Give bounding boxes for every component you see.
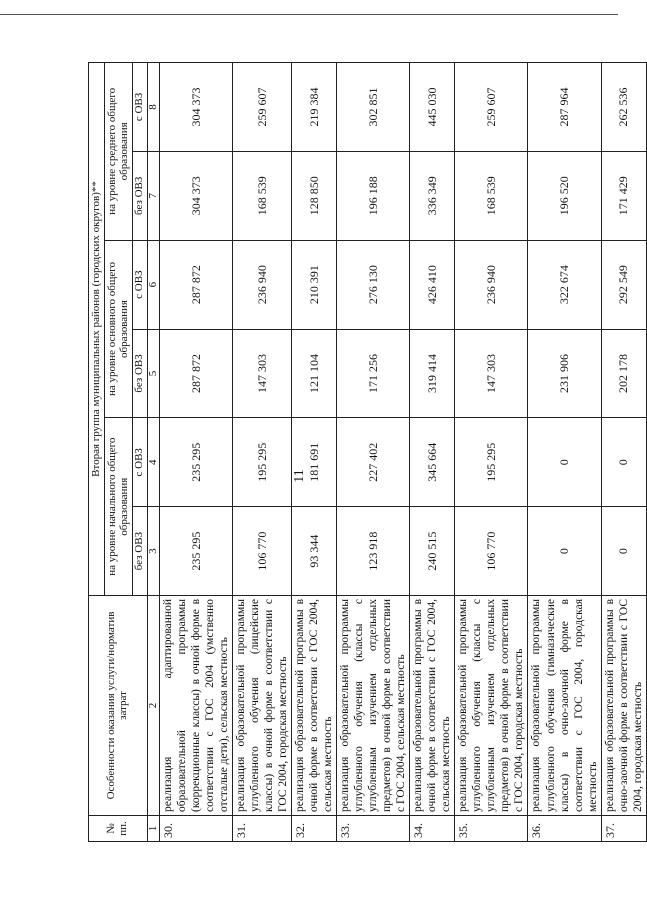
value-cell: 227 402 xyxy=(337,418,410,507)
header-features: Особенности оказания услуги/норматив затрат xyxy=(89,596,148,816)
column-index: 1 xyxy=(147,816,160,842)
value-cell: 171 429 xyxy=(601,151,646,240)
column-index: 7 xyxy=(147,151,160,240)
header-without-ovz: без ОВЗ xyxy=(133,151,148,240)
value-cell: 304 373 xyxy=(160,63,233,152)
value-cell: 93 344 xyxy=(292,507,337,596)
row-number: 37. xyxy=(601,816,646,842)
value-cell: 276 130 xyxy=(337,240,410,329)
value-cell: 236 940 xyxy=(455,240,528,329)
header-with-ovz: с ОВЗ xyxy=(133,418,148,507)
value-cell: 259 607 xyxy=(455,63,528,152)
value-cell: 181 691 xyxy=(292,418,337,507)
value-cell: 235 295 xyxy=(160,507,233,596)
table-row xyxy=(601,63,646,842)
value-cell: 292 549 xyxy=(601,240,646,329)
value-cell: 202 178 xyxy=(601,329,646,418)
value-cell: 0 xyxy=(601,507,646,596)
value-cell: 0 xyxy=(528,507,601,596)
row-number: 35. xyxy=(455,816,528,842)
top-rule xyxy=(0,14,618,15)
column-index: 5 xyxy=(147,329,160,418)
column-index: 6 xyxy=(147,240,160,329)
value-cell: 319 414 xyxy=(410,329,455,418)
table-row xyxy=(455,63,528,842)
table-row xyxy=(233,63,292,842)
column-index: 8 xyxy=(147,63,160,152)
header-with-ovz: с ОВЗ xyxy=(133,240,148,329)
value-cell: 210 391 xyxy=(292,240,337,329)
row-number: 32. xyxy=(292,816,337,842)
value-cell: 106 770 xyxy=(455,507,528,596)
row-description: реализация образовательной программы углубленного обучения (классы с углубленным изучением отдельных предметов) в очной форме в соответствии с ГОС 2004, сельская местность xyxy=(337,596,410,816)
value-cell: 121 104 xyxy=(292,329,337,418)
value-cell: 128 850 xyxy=(292,151,337,240)
column-index: 4 xyxy=(147,418,160,507)
column-index: 3 xyxy=(147,507,160,596)
row-description: реализация образовательной программы углубленного обучения (гимназические классы) в очно-заочной форме в соответствии с ГОС 2004, городская местность xyxy=(528,596,601,816)
value-cell: 304 373 xyxy=(160,151,233,240)
value-cell: 195 295 xyxy=(233,418,292,507)
value-cell: 240 515 xyxy=(410,507,455,596)
value-cell: 322 674 xyxy=(528,240,601,329)
value-cell: 302 851 xyxy=(337,63,410,152)
value-cell: 336 349 xyxy=(410,151,455,240)
row-number: 30. xyxy=(160,816,233,842)
value-cell: 445 030 xyxy=(410,63,455,152)
header-without-ovz: без ОВЗ xyxy=(133,329,148,418)
value-cell: 219 384 xyxy=(292,63,337,152)
table-row xyxy=(528,63,601,842)
value-cell: 231 906 xyxy=(528,329,601,418)
header-level-primary: на уровне начального общего образования xyxy=(105,418,133,596)
row-number: 31. xyxy=(233,816,292,842)
value-cell: 0 xyxy=(528,418,601,507)
value-cell: 426 410 xyxy=(410,240,455,329)
row-number: 34. xyxy=(410,816,455,842)
value-cell: 259 607 xyxy=(233,63,292,152)
row-number: 33. xyxy=(337,816,410,842)
value-cell: 147 303 xyxy=(233,329,292,418)
row-description: реализация образовательной программы в очной форме в соответствии с ГОС 2004, сельская местность xyxy=(292,596,337,816)
row-description: реализация образовательной программы в очно-заочной форме в соответствии с ГОС 2004, городская местность xyxy=(601,596,646,816)
value-cell: 123 918 xyxy=(337,507,410,596)
value-cell: 0 xyxy=(601,418,646,507)
value-cell: 168 539 xyxy=(233,151,292,240)
row-description: реализация образовательной программы в очной форме в соответствии с ГОС 2004, сельская местность xyxy=(410,596,455,816)
value-cell: 106 770 xyxy=(233,507,292,596)
value-cell: 236 940 xyxy=(233,240,292,329)
table-row xyxy=(292,63,337,842)
column-index: 2 xyxy=(147,596,160,816)
header-no: № пп. xyxy=(89,816,148,842)
header-with-ovz: с ОВЗ xyxy=(133,63,148,152)
row-number: 36. xyxy=(528,816,601,842)
value-cell: 147 303 xyxy=(455,329,528,418)
row-description: реализация образовательной программы углубленного обучения (классы с углубленным изучением отдельных предметов) в очной форме в соответствии с ГОС 2004, городская местность xyxy=(455,596,528,816)
cost-norms-table xyxy=(88,62,647,842)
header-level-basic: на уровне основного общего образования xyxy=(105,240,133,418)
value-cell: 287 872 xyxy=(160,240,233,329)
value-cell: 345 664 xyxy=(410,418,455,507)
cost-norms-table-wrapper xyxy=(88,62,644,842)
value-cell: 262 536 xyxy=(601,63,646,152)
page-number: 11 xyxy=(292,469,307,483)
header-level-secondary: на уровне среднего общего образования xyxy=(105,63,133,241)
value-cell: 168 539 xyxy=(455,151,528,240)
header-group: Вторая группа муниципальных районов (городских округов)** xyxy=(89,63,105,596)
value-cell: 171 256 xyxy=(337,329,410,418)
value-cell: 196 520 xyxy=(528,151,601,240)
value-cell: 195 295 xyxy=(455,418,528,507)
table-row xyxy=(337,63,410,842)
value-cell: 196 188 xyxy=(337,151,410,240)
value-cell: 287 872 xyxy=(160,329,233,418)
table-row xyxy=(410,63,455,842)
table-row xyxy=(160,63,233,842)
row-description: реализация образовательной программы углубленного обучения (лицейские классы) в очной форме в соответствии с ГОС 2004, городская местность xyxy=(233,596,292,816)
value-cell: 235 295 xyxy=(160,418,233,507)
row-description: реализация адаптированной образовательной программы (коррекционные классы) в очной форме в соответствии с ГОС 2004 (умственно отсталые дети), сельская местность xyxy=(160,596,233,816)
value-cell: 287 964 xyxy=(528,63,601,152)
header-without-ovz: без ОВЗ xyxy=(133,507,148,596)
